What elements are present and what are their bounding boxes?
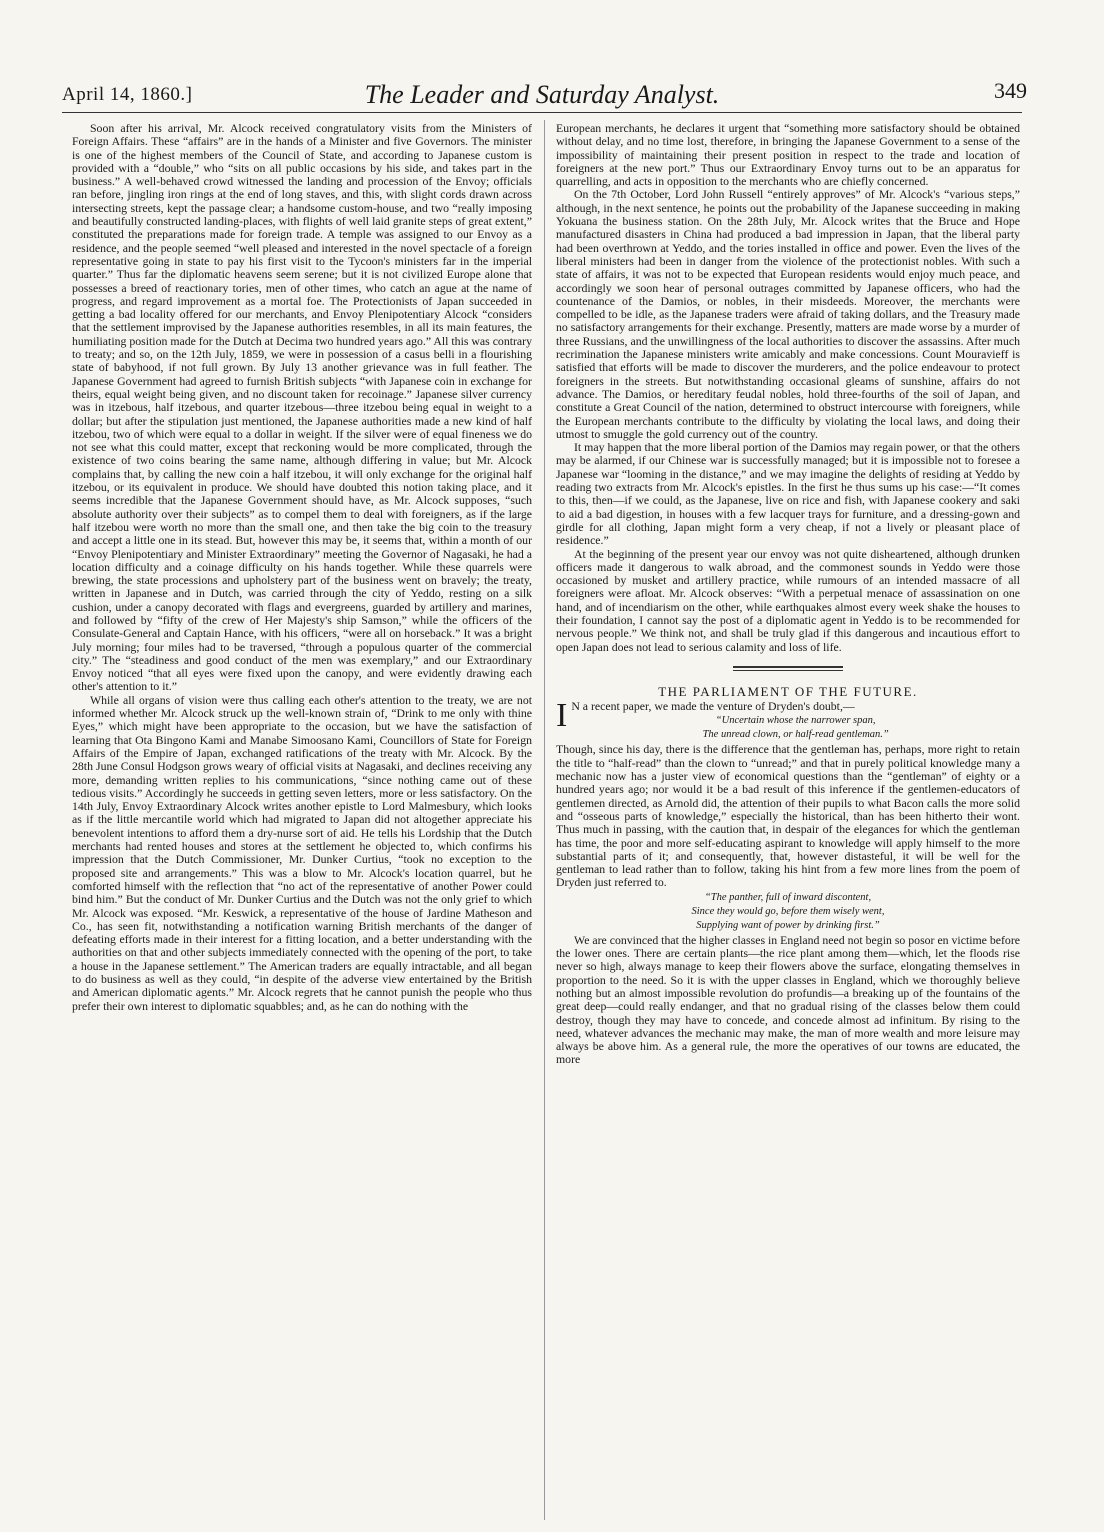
column-divider xyxy=(544,120,545,1520)
verse-line: Supplying want of power by drinking first.” xyxy=(696,919,880,931)
article-paragraph: While all organs of vision were thus calling each other's attention to the treaty, we are not informed whether Mr. Alcock struck up the well-known strain of, “Drink to me only with thine Eyes,” which might have been appropriate to the occasion, but we have the satisfaction of learning that Ota Bingono Kami and Manabe Simoosano Kami, Councillors of State for Foreign Affairs of the Empire of Japan, exchanged ratifications of the treaty with Mr. Alcock. By the 28th June Consul Hodgson grows weary of official visits at Nagasaki, and declines receiving any more, demanding written replies to his communications, “since nothing came out of these tedious visits.” Accordingly he succeeds in getting seven letters, more or less satisfactory. On the 14th July, Envoy Extraordinary Alcock writes another epistle to Lord Malmesbury, which looks as if the little mercantile world which had migrated to Japan did not altogether appreciate his benevolent intentions to afford them a dry-nurse sort of aid. He tells his Lordship that the Dutch merchants had rented houses and stores at the settlement he objected to, which confirms his impression that the Dutch Commissioner, Mr. Dunker Curtius, “took no exception to the proposed site and arrangements.” This was a blow to Mr. Alcock's location quarrel, but he comforted himself with the reflection that “no act of the representative of another Power could bind him.” But the conduct of Mr. Dunker Curtius and the Dutch was not the only grief to which Mr. Alcock was exposed. “Mr. Keswick, a representative of the house of Jardine Matheson and Co., has seen fit, notwithstanding a notification warning British merchants of the danger of defeating efforts made in their interest for a fitting location, and a better understanding with the authorities on that and other subjects immediately connected with the opening of the port, to take a house in the Japanese settlement.” The American traders are equally intractable, and all began to do business as well as they could, “in despite of the adverse view entertained by the British and American diplomatic agents.” Mr. Alcock regrets that he cannot punish the people who thus prefer their own interest to diplomatic squabbles; and, as he can do nothing with the xyxy=(72,692,532,1013)
verse-line: Since they would go, before them wisely went, xyxy=(691,905,885,917)
right-column xyxy=(556,122,1020,1522)
page-number: 349 xyxy=(994,78,1027,103)
header-rule xyxy=(62,112,1022,113)
left-column xyxy=(72,122,532,1522)
section-rule xyxy=(733,666,843,671)
intro-text: N a recent paper, we made the venture of Dryden's doubt,— xyxy=(571,699,855,714)
article-paragraph: We are convinced that the higher classes in England need not begin so posor en victime before the lower ones. There are certain plants—the rice plant among them—which, let the floods rise never so high, always manage to keep their flowers above the surface, elongating themselves in proportion to the need. So it is with the upper classes in England, which we thoroughly believe nothing but an almost impossible revolution do profundis—a breaking up of the fountains of the great deep—could really endanger, and that no gradual rising of the classes below them could destroy, though they may have to concede, and concede almost ad infinitum. By rising to the need, whatever advances the mechanic may make, the man of more wealth and more leisure may always be above him. As a general rule, the more the operatives of our towns are educated, the more xyxy=(556,932,1020,1067)
article-paragraph: At the beginning of the present year our envoy was not quite disheartened, although drunken officers made it dangerous to walk abroad, and the commonest sounds in Yeddo were those occasioned by musket and artillery practice, while rumours of an intended massacre of all foreigners were afloat. Mr. Alcock observes: “With a perpetual menace of assassination on one hand, and of incendiarism on the other, while earthquakes almost every week shake the houses to their foundation, I cannot say the post of a diplomatic agent in Yeddo is to be recommended for nervous people.” We think not, and shall be truly glad if this dangerous and incautious effort to open Japan does not lead to serious calamity and loss of life. xyxy=(556,546,1020,654)
verse-line: The unread clown, or half-read gentleman.” xyxy=(702,729,889,741)
page-header xyxy=(62,78,1027,112)
issue-date: April 14, 1860.] xyxy=(62,84,193,105)
article-paragraph: On the 7th October, Lord John Russell “entirely approves” of Mr. Alcock's “various steps,” although, in the next sentence, he points out the probability of the Japanese succeeding in making Yokuana the business station. On the 28th July, Mr. Alcock writes that the Bruce and Hope manufactured disasters in China had produced a bad impression in Japan, that the liberal party had been overthrown at Yeddo, and the tories installed in office and power. Even the lives of the liberal ministers had been in danger from the violence of the protectionist nobles. With such a state of affairs, it was not to be expected that European residents would enjoy much peace, and accordingly we soon hear of personal outrages committed by Japanese officers, who had the countenance of the Damios, or nobles, in their misdeeds. Moreover, the merchants were compelled to be idle, as the Japanese traders were afraid of taking dollars, and the Treasury made no satisfactory arrangements for their exchange. Presently, matters are made worse by a murder of three Russians, and the unwillingness of the local authorities to discover the assassins. After much recrimination the Japanese ministers write amicably and make concessions. Count Mouravieff is satisfied that efforts will be made to discover the murderers, and the police endeavour to protect foreigners in the streets. But notwithstanding occasional gleams of sunshine, affairs do not advance. The Damios, or hereditary feudal nobles, hold three-fourths of the soil of Japan, and constitute a Great Council of the nation, determined to obstruct intercourse with foreigners, while the European merchants contribute to the difficulty by violating the local laws, and doing their utmost to smuggle the gold currency out of the country. xyxy=(556,187,1020,441)
drop-cap: I xyxy=(556,697,568,735)
section-heading: THE PARLIAMENT OF THE FUTURE. xyxy=(658,683,918,699)
publication-title: The Leader and Saturday Analyst. xyxy=(364,80,720,109)
verse-line: “Uncertain whose the narrower span, xyxy=(715,715,876,727)
article-paragraph: Though, since his day, there is the difference that the gentleman has, perhaps, more right to retain the title to “half-read” than the clown to “unread;” and that in purely political knowledge many a mechanic now has a juster view of economical questions than the “gentleman” of eighty or a hundred years ago; nor would it be a bad result of this inference if the gentlemen-educators of gentlemen directed, as Arnold did, the attention of their pupils to what Bacon calls the more solid and “osseous parts of knowledge,” especially the historical, than has been hitherto their wont. Thus much in passing, with the caution that, in despair of the elegances for which the gentleman has time, the poor and more self-educating aspirant to knowledge will apply himself to the more substantial parts of it; and consequently, that, however distasteful, it will be well for the gentleman to lead rather than to follow, taking his hint from a few more lines from the poem of Dryden just referred to. xyxy=(556,742,1020,890)
article-paragraph: It may happen that the more liberal portion of the Damios may regain power, or that the others may be alarmed, if our Chinese war is successfully managed; but it is impossible not to foresee a Japanese war “looming in the distance,” and we may imagine the delights of residing at Yeddo by reading two extracts from Mr. Alcock's epistles. In the first he thus sums up his case:—“It comes to this, then—if we could, as the Japanese, live on rice and fish, with Japanese cookery and saki to aid a bad digestion, in houses with a few lacquer trays for furniture, and a dressing-gown and girdle for all clothing, Japan might form a very cheap, if not a lively or pleasant place of residence.” xyxy=(556,440,1020,548)
verse-line: “The panther, full of inward discontent, xyxy=(704,891,872,903)
article-paragraph: Soon after his arrival, Mr. Alcock received congratulatory visits from the Ministers of Foreign Affairs. These “affairs” are in the hands of a Minister and five Governors. The minister is one of the highest members of the Council of State, and according to Japanese custom is provided with a “double,” who “sits on all public occasions by his side, and takes part in the business.” A well-behaved crowd witnessed the landing and procession of the Envoy; officials ran before, jingling iron rings at the end of long staves, and this, with slight cords drawn across intersecting streets, kept the passage clear; a handsome custom-house, and two “really imposing and beautifully constructed landing-places, with flights of well laid granite steps of great extent,” constituted the preparations made for foreign trade. A temple was assigned to our Envoy as a residence, and the people seemed “well pleased and interested in the novel spectacle of a foreign representative going in state to pay his first visit to the Tycoon's ministers far in the imperial quarter.” Thus far the diplomatic heavens seem serene; but it is not civilized Europe alone that possesses a breed of reactionary tories, men of other times, who catch an ague at the name of progress, and regard improvement as a mortal foe. The Protectionists of Japan succeeded in getting a bad locality offered for our merchants, and Envoy Plenipotentiary Alcock “considers that the settlement improvised by the Japanese authorities resembles, in all its main features, the humiliating position made for the Dutch at Decima two hundred years ago.” All this was contrary to treaty; and so, on the 12th July, 1859, we were in possession of a casus belli in a flourishing state of babyhood, if not full grown. By July 13 another grievance was in full feather. The Japanese Government had agreed to furnish British subjects “with Japanese coin in exchange for theirs, equal weight being given, and no discount taken for recoinage.” Japanese silver currency was in itzebous, half itzebous, and quarter itzebous—three itzebou being equal in weight to a dollar; but after the stipulation just mentioned, the Japanese authorities made a new kind of half itzebou, two of which were equal to a dollar in weight. If the silver were of equal fineness we do not see what this could matter, except that reckoning would be more complicated, through the existence of two coins bearing the same name, although differing in value; but Mr. Alcock complains that, by calling the new coin a half itzebou, it will only exchange for the original half itzebou, or its equivalent in produce. We should have doubted this notion taking place, and it seems incredible that the Japanese Government should have, as Mr. Alcock supposes, “such absolute authority over their subjects” as to compel them to deal with foreigners, as if the large half itzebou were worth no more than the small one, and then take the big coin to the treasury and accept a little one in its stead. But, however this may be, it seems that, within a month of our “Envoy Plenipotentiary and Minister Extraordinary” meeting the Governor of Nagasaki, he had a location difficulty and a coinage difficulty on his hands together. While these quarrels were brewing, the state processions and upholstery part of the business went on bravely; the treaty, written in Japanese and in Dutch, was carried through the city of Yeddo, resting on a silk cushion, under a canopy decorated with flags and evergreens, guarded by artillery and marines, and followed by “fifty of the crew of Her Majesty's ship Samson,” while the officers of the Consulate-General and Captain Hance, with his officers, “were all on horseback.” It was a bright July morning; four miles had to be traversed, “through a populous quarter of the commercial city.” The “steadiness and good conduct of the men was exemplary,” and our Extraordinary Envoy noticed “that all eyes were fixed upon the canopy, and were evidently drawing each other's attention to it.” xyxy=(72,122,532,694)
article-paragraph: European merchants, he declares it urgent that “something more satisfactory should be obtained without delay, and no time lost, therefore, in bringing the Japanese Government to a sense of the impossibility of maintaining their present position in respect to the trade and location of foreigners at the new port.” Thus our Extraordinary Envoy turns out to be an apparatus for quarrelling, and acts in opposition to the merchants who are chiefly concerned. xyxy=(556,122,1020,189)
